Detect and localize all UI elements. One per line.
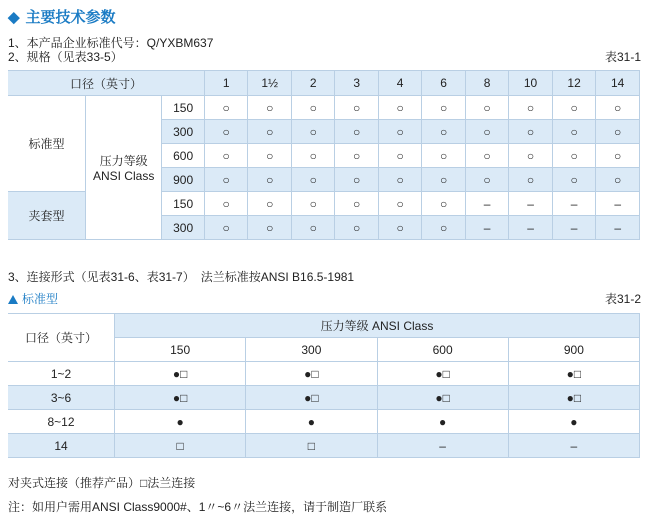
size-header-cell: 2 <box>292 71 335 96</box>
heading-text: 主要技术参数 <box>25 9 116 26</box>
availability-cell: – <box>596 216 640 240</box>
sub-heading-text: 标准型 <box>22 292 59 306</box>
size-header-cell: 12 <box>552 71 596 96</box>
availability-cell: ○ <box>248 192 292 216</box>
table-row <box>8 362 640 386</box>
availability-cell: ○ <box>509 168 553 192</box>
availability-cell: ○ <box>248 216 292 240</box>
availability-cell: ○ <box>292 120 335 144</box>
availability-cell: ○ <box>378 120 421 144</box>
size-header-cell: 10 <box>509 71 553 96</box>
class-cell: 150 <box>162 192 205 216</box>
availability-cell: ○ <box>422 168 465 192</box>
availability-cell: ○ <box>204 216 247 240</box>
availability-cell: ○ <box>292 96 335 120</box>
availability-cell: ○ <box>335 144 378 168</box>
size-cell: 3~6 <box>8 386 115 410</box>
availability-cell: – <box>465 216 508 240</box>
availability-cell: ○ <box>422 192 465 216</box>
table2-id: 表31-2 <box>604 292 641 306</box>
availability-cell: ○ <box>248 120 292 144</box>
class-header-cell: 600 <box>377 338 508 362</box>
availability-cell: ○ <box>292 144 335 168</box>
table-header-row <box>8 314 640 338</box>
group-standard: 标准型 <box>8 96 86 192</box>
availability-cell: – <box>596 192 640 216</box>
class-cell: 150 <box>162 96 205 120</box>
availability-cell: ○ <box>335 96 378 120</box>
availability-cell: ○ <box>204 96 247 120</box>
availability-cell: ○ <box>335 120 378 144</box>
availability-cell: ○ <box>378 192 421 216</box>
availability-cell: ○ <box>422 144 465 168</box>
table-row <box>8 96 640 120</box>
connection-line: 3、连接形式（见表31-6、表31-7） 法兰标准按ANSI B16.5-1981 <box>8 270 355 284</box>
table-header-row <box>8 71 640 96</box>
connection-cell: □ <box>115 434 246 458</box>
size-header-cell: 3 <box>335 71 378 96</box>
connection-table <box>8 313 640 458</box>
availability-cell: ○ <box>596 120 640 144</box>
availability-cell: – <box>509 216 553 240</box>
availability-cell: ○ <box>248 144 292 168</box>
pressure-label: 压力等级 <box>99 154 148 168</box>
table1-id: 表31-1 <box>604 50 641 64</box>
size-cell: 14 <box>8 434 115 458</box>
class-cell: 900 <box>162 168 205 192</box>
class-header-cell: 300 <box>246 338 377 362</box>
availability-cell: ○ <box>248 168 292 192</box>
availability-cell: ○ <box>335 216 378 240</box>
spec-table <box>8 70 640 240</box>
availability-cell: ○ <box>596 144 640 168</box>
connection-cell: – <box>377 434 508 458</box>
availability-cell: ○ <box>465 168 508 192</box>
availability-cell: ○ <box>335 192 378 216</box>
availability-cell: ○ <box>552 96 596 120</box>
pressure-label-class: ANSI Class <box>92 169 155 183</box>
availability-cell: ○ <box>204 120 247 144</box>
table-row <box>8 410 640 434</box>
availability-cell: ○ <box>248 96 292 120</box>
table-row <box>8 434 640 458</box>
class-header: 压力等级 ANSI Class <box>115 314 640 338</box>
availability-cell: ○ <box>465 96 508 120</box>
availability-cell: ○ <box>204 168 247 192</box>
class-header-cell: 900 <box>508 338 639 362</box>
connection-cell: ●□ <box>246 386 377 410</box>
size-header-cell: 8 <box>465 71 508 96</box>
class-header-cell: 150 <box>115 338 246 362</box>
size-cell: 8~12 <box>8 410 115 434</box>
pressure-class-label <box>86 96 162 240</box>
connection-cell: ●□ <box>246 362 377 386</box>
availability-cell: ○ <box>292 216 335 240</box>
availability-cell: – <box>509 192 553 216</box>
group-jacket: 夹套型 <box>8 192 86 240</box>
legend-line: 对夹式连接（推荐产品）□法兰连接 <box>8 476 196 490</box>
availability-cell: ○ <box>509 144 553 168</box>
availability-cell: ○ <box>422 96 465 120</box>
availability-cell: ○ <box>292 168 335 192</box>
availability-cell: ○ <box>596 96 640 120</box>
availability-cell: ○ <box>335 168 378 192</box>
availability-cell: ○ <box>422 120 465 144</box>
class-cell: 300 <box>162 216 205 240</box>
size-header-cell: 1½ <box>248 71 292 96</box>
connection-cell: ● <box>377 410 508 434</box>
connection-cell: ●□ <box>377 362 508 386</box>
availability-cell: ○ <box>378 216 421 240</box>
availability-cell: ○ <box>552 144 596 168</box>
availability-cell: ○ <box>292 192 335 216</box>
availability-cell: ○ <box>204 192 247 216</box>
availability-cell: – <box>465 192 508 216</box>
availability-cell: – <box>552 192 596 216</box>
connection-cell: ● <box>115 410 246 434</box>
size-cell: 1~2 <box>8 362 115 386</box>
diamond-icon: ◆ <box>8 9 20 26</box>
sub-heading <box>8 290 58 307</box>
connection-cell: □ <box>246 434 377 458</box>
size-header: 口径（英寸） <box>8 314 115 362</box>
table-row <box>8 386 640 410</box>
size-header: 口径（英寸） <box>8 71 204 96</box>
availability-cell: ○ <box>378 96 421 120</box>
availability-cell: ○ <box>422 216 465 240</box>
class-cell: 300 <box>162 120 205 144</box>
size-header-cell: 14 <box>596 71 640 96</box>
connection-cell: ●□ <box>377 386 508 410</box>
availability-cell: ○ <box>596 168 640 192</box>
standard-code-line: 1、本产品企业标准代号：Q/YXBM637 <box>8 36 214 50</box>
connection-cell: – <box>508 434 639 458</box>
size-header-cell: 4 <box>378 71 421 96</box>
availability-cell: ○ <box>378 168 421 192</box>
triangle-icon <box>8 295 18 304</box>
availability-cell: ○ <box>465 120 508 144</box>
availability-cell: ○ <box>552 120 596 144</box>
availability-cell: ○ <box>204 144 247 168</box>
availability-cell: – <box>552 216 596 240</box>
class-cell: 600 <box>162 144 205 168</box>
connection-cell: ●□ <box>115 362 246 386</box>
spec-line: 2、规格（见表33-5） <box>8 50 123 64</box>
connection-cell: ● <box>508 410 639 434</box>
size-header-cell: 6 <box>422 71 465 96</box>
connection-cell: ●□ <box>508 362 639 386</box>
availability-cell: ○ <box>509 96 553 120</box>
note-line: 注：如用户需用ANSI Class9000#、1〃~6〃法兰连接，请于制造厂联系 <box>8 500 388 514</box>
connection-cell: ● <box>246 410 377 434</box>
connection-cell: ●□ <box>115 386 246 410</box>
size-header-cell: 1 <box>204 71 247 96</box>
availability-cell: ○ <box>509 120 553 144</box>
section-heading <box>8 6 116 27</box>
availability-cell: ○ <box>378 144 421 168</box>
availability-cell: ○ <box>465 144 508 168</box>
connection-cell: ●□ <box>508 386 639 410</box>
availability-cell: ○ <box>552 168 596 192</box>
